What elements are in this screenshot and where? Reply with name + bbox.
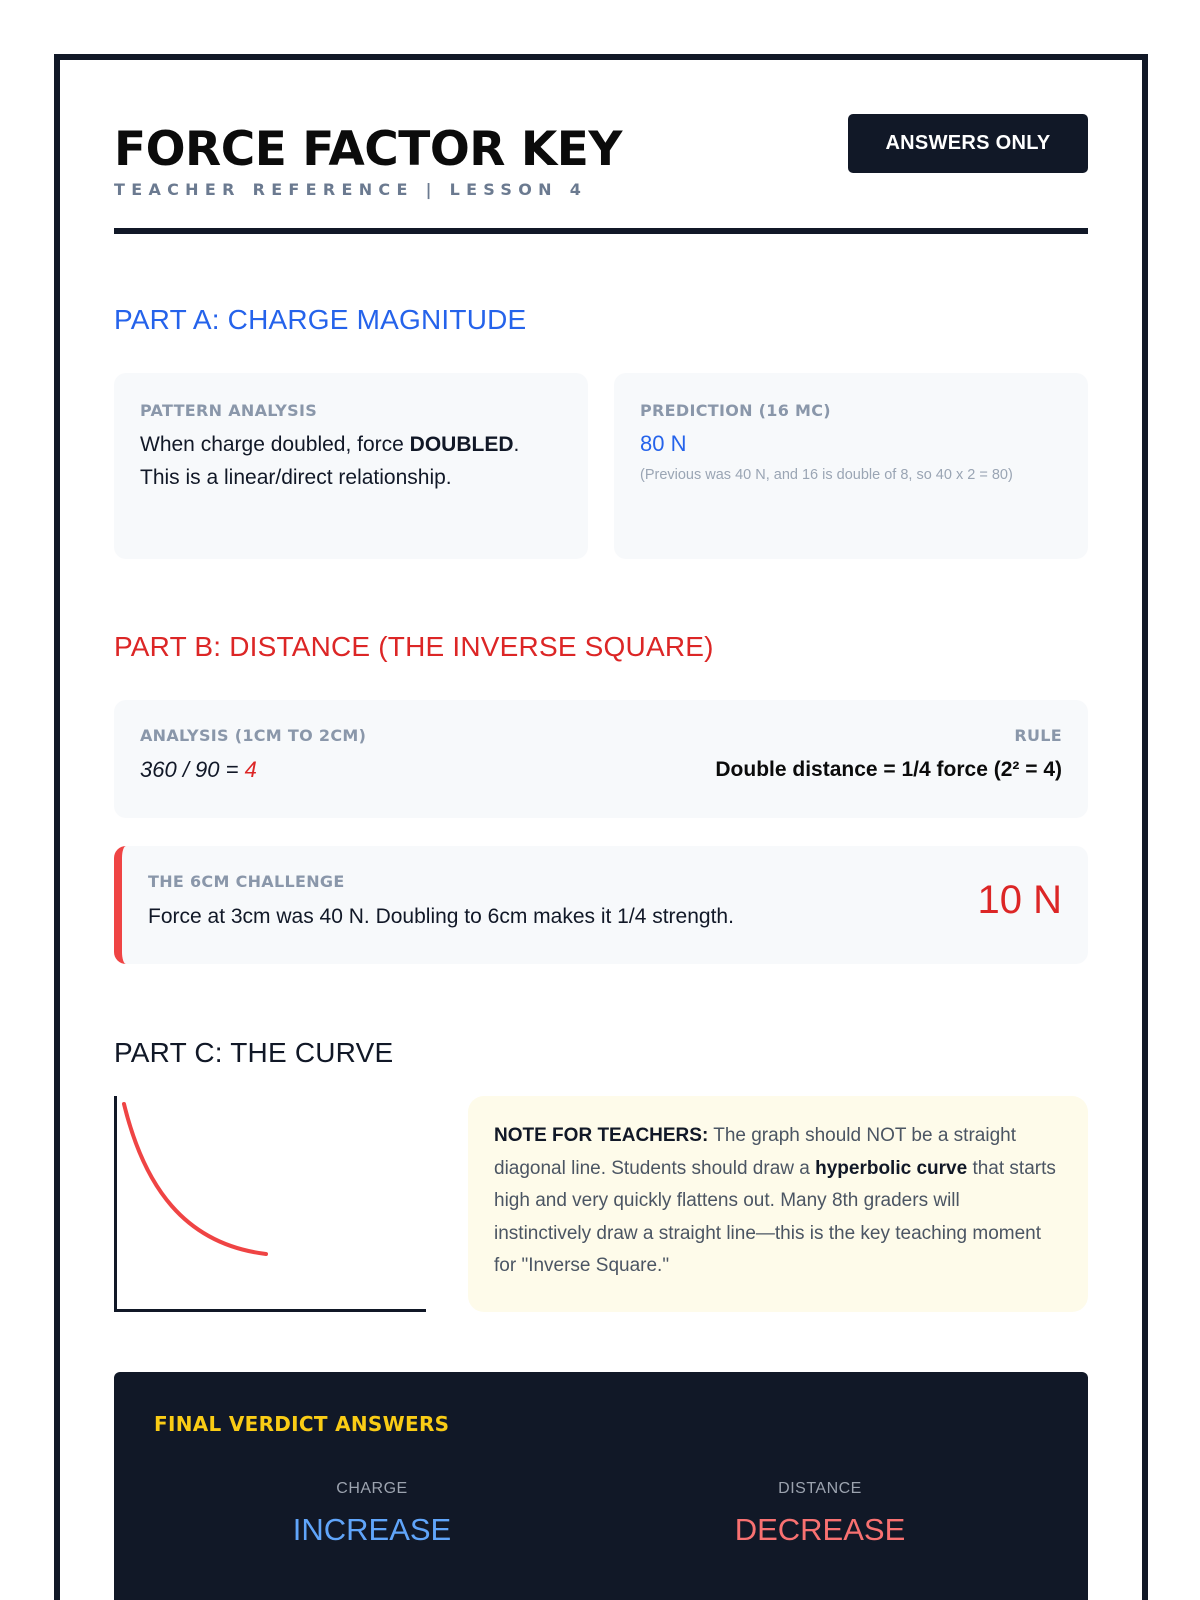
header-divider xyxy=(114,228,1088,234)
challenge-block xyxy=(148,872,734,933)
part-c-title: PART C: THE CURVE xyxy=(114,1037,394,1068)
analysis-block xyxy=(140,726,366,786)
charge-answer: INCREASE xyxy=(292,1512,452,1547)
distance-verdict xyxy=(670,1480,970,1548)
prediction-label: PREDICTION (16 MC) xyxy=(640,401,831,420)
rule-label: RULE xyxy=(1014,726,1062,745)
analysis-label: ANALYSIS (1CM TO 2CM) xyxy=(140,726,367,745)
rule-text: Double distance = 1/4 force (2² = 4) xyxy=(715,758,1062,781)
teacher-note xyxy=(468,1096,1088,1312)
final-verdict-title: FINAL VERDICT ANSWERS xyxy=(154,1412,450,1436)
curve-graph xyxy=(114,1096,426,1312)
distance-analysis-card xyxy=(114,700,1088,818)
inverse-square-sketch xyxy=(114,1096,426,1312)
pattern-text-bold: DOUBLED xyxy=(409,433,514,456)
challenge-text: Force at 3cm was 40 N. Doubling to 6cm makes it 1/4 strength. xyxy=(148,905,734,928)
part-b-title: PART B: DISTANCE (THE INVERSE SQUARE) xyxy=(114,631,714,662)
part-a-title: PART A: CHARGE MAGNITUDE xyxy=(114,304,527,335)
analysis-expression-text: 360 / 90 = xyxy=(140,757,245,782)
charge-label: CHARGE xyxy=(336,1480,408,1497)
teacher-note-text-2: that starts high and very quickly flattens out. Many 8th graders will instinctively draw a straight line—this is the key teaching moment for "Inverse Square." xyxy=(494,1157,1056,1276)
page-title: FORCE FACTOR KEY xyxy=(114,122,622,177)
challenge-label: THE 6CM CHALLENGE xyxy=(148,872,345,891)
analysis-result: 4 xyxy=(244,757,257,782)
rule-block xyxy=(715,726,1062,786)
teacher-note-bold: hyperbolic curve xyxy=(815,1157,968,1179)
pattern-text-before: When charge doubled, force xyxy=(140,433,410,456)
teacher-note-text-1: The graph should NOT be a straight diagonal line. Students should draw a xyxy=(494,1125,1016,1179)
distance-label: DISTANCE xyxy=(778,1480,862,1497)
pattern-analysis-label: PATTERN ANALYSIS xyxy=(140,401,318,420)
prediction-card xyxy=(614,373,1088,559)
charge-verdict xyxy=(222,1480,522,1548)
prediction-value: 80 N xyxy=(640,431,687,456)
header xyxy=(114,114,1088,234)
teacher-note-lead: NOTE FOR TEACHERS: xyxy=(494,1125,709,1146)
page-subtitle: TEACHER REFERENCE | LESSON 4 xyxy=(114,180,588,199)
pattern-text-after: . This is a linear/direct relationship. xyxy=(140,433,520,489)
analysis-expression xyxy=(140,754,366,786)
distance-answer: DECREASE xyxy=(734,1512,906,1547)
challenge-answer: 10 N xyxy=(977,878,1062,922)
final-verdict-panel xyxy=(114,1372,1088,1600)
pattern-analysis-card xyxy=(114,373,588,559)
pattern-analysis-text xyxy=(140,428,562,494)
hyperbolic-curve xyxy=(124,1104,266,1254)
prediction-note: (Previous was 40 N, and 16 is double of 8, so 40 x 2 = 80) xyxy=(640,467,1013,483)
answer-key-sheet xyxy=(54,54,1148,1600)
answers-only-badge: ANSWERS ONLY xyxy=(848,114,1088,173)
six-cm-challenge-card xyxy=(114,846,1088,964)
